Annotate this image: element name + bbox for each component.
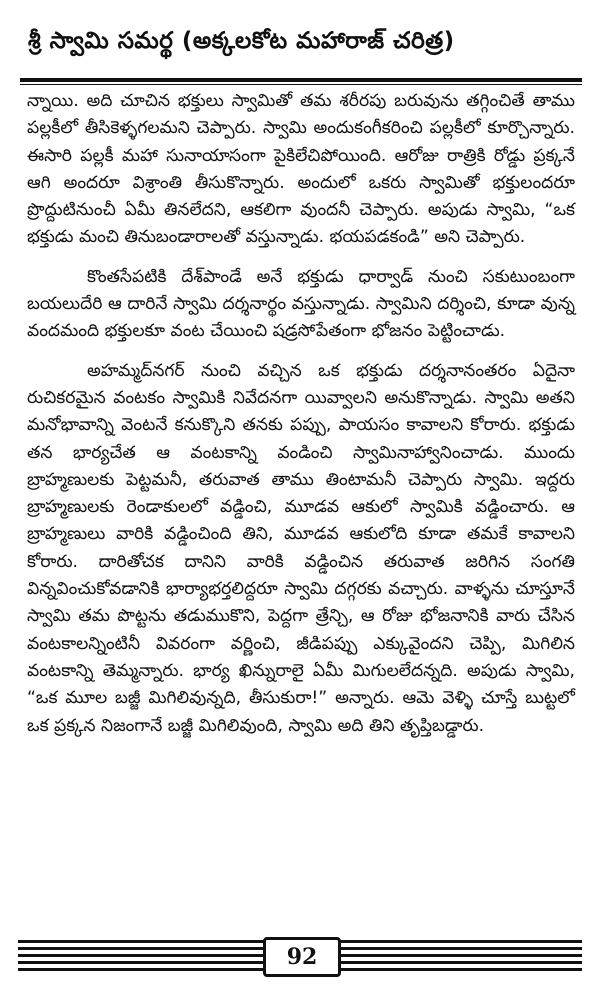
paragraph-3: అహమ్మద్‌నగర్ నుంచి వచ్చిన ఒక భక్తుడు దర్శనానంతరం ఏదైనా రుచికరమైన వంటకం స్వామికి నివేదనగా యివ్వాలని అనుకొన్నాడు. స్వామి అతని మనోభావాన్ని వెంటనే కనుక్కొని తనకు పప్పు, పాయసం కావాలని కోరారు. భక్తుడు తన భార్యచేత ఆ వంటకాన్ని వండించి స్వామినాహ్వానించాడు. ముందు బ్రాహ్మణులకు పెట్టమనీ, తరువాత తాము తింటామనీ చెప్పారు స్వామి. ఇద్దరు బ్రాహ్మణులకు రెండాకులలో వడ్డించి, మూడవ ఆకులో స్వామికి వడ్డించారు. ఆ బ్రాహ్మణులు వారికి వడ్డించింది తిని, మూడవ ఆకులోది కూడా తమకే కావాలని కోరారు. దారితోచక దానిని వారికి వడ్డించిన తరువాత జరిగిన సంగతి విన్నవించుకోవడానికి భార్యాభర్తలిద్దరూ స్వామి దగ్గరకు వచ్చారు. వాళ్ళను చూస్తూనే స్వామి తమ పొట్టను తడుముకొని, పెద్దగా త్రేన్చి, ఆ రోజు భోజనానికి వారు చేసిన వంటకాలన్నింటినీ వివరంగా వర్ణించి, జీడిపప్పు ఎక్కువైందని చెప్పి, మిగిలిన వంటకాన్ని తెమ్మన్నారు. భార్య ఖిన్నురాలై ఏమీ మిగులలేదన్నది. అపుడు స్వామి, “ఒక మూల బజ్జీ మిగిలివున్నది, తీసుకురా!” అన్నారు. ఆమె వెళ్ళి చూస్తే బుట్టలో ఒక ప్రక్కన నిజంగానే బజ్జీ మిగిలివుంది, స్వామి అది తిని తృప్తిబడ్డారు. [27, 360, 575, 736]
body-text [27, 88, 575, 740]
paragraph-1: న్నాయి. అది చూచిన భక్తులు స్వామితో తమ శరీరపు బరువును తగ్గించితే తాము పల్లకీలో తీసికెళ్ళగలమని చెప్పారు. స్వామి అందుకంగీకరించి పల్లకీలో కూర్చొన్నారు. ఈసారి పల్లకీ మహా సునాయాసంగా పైకిలేచిపోయింది. ఆరోజు రాత్రికి రోడ్డు ప్రక్కనే ఆగి అందరూ విశ్రాంతి తీసుకొన్నారు. అందులో ఒకరు స్వామితో భక్తులందరూ ప్రొద్దుటినుంచీ ఏమీ తినలేదని, ఆకలిగా వుందనీ చెప్పారు. అపుడు స్వామి, “ఒక భక్తుడు మంచి తినుబండారాలతో వస్తున్నాడు. భయపడకండి” అని చెప్పారు. [27, 91, 575, 248]
page-number-box [263, 937, 341, 977]
header-rule [20, 78, 582, 82]
header-rule-thin [20, 84, 582, 85]
page-number: 92 [286, 944, 318, 970]
paragraph-2: కొంతసేపటికి దేశ్‌పాండే అనే భక్తుడు ధార్వాడ్ నుంచి సకుటుంబంగా బయలుదేరి ఆ దారినే స్వామి దర్శనార్థం వస్తున్నాడు. స్వామిని దర్శించి, కూడా వున్న వందమంది భక్తులకూ వంట చేయించి షడ్రసోపేతంగా భోజనం పెట్టించాడు. [27, 266, 575, 342]
page-header [20, 20, 580, 70]
page-footer [18, 935, 582, 975]
running-title: శ్రీ స్వామి సమర్థ (అక్కలకోట మహారాజ్ చరిత్ర) [28, 28, 455, 54]
